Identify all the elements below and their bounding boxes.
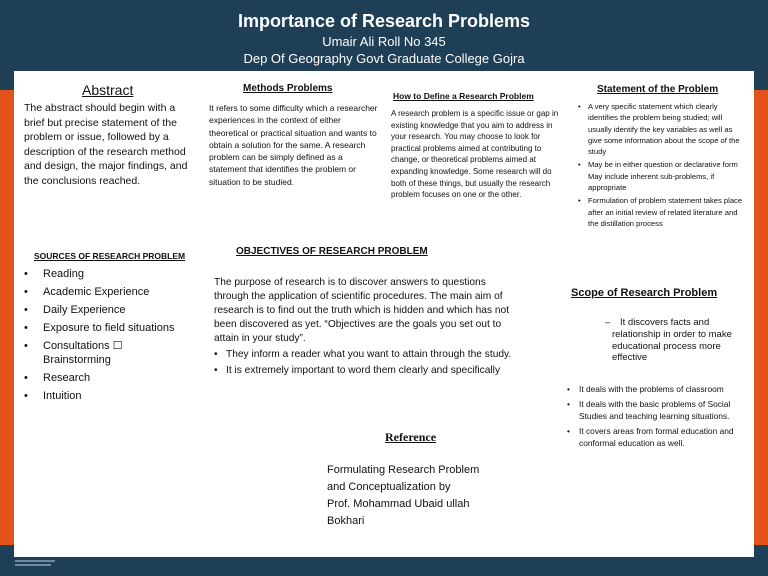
reference-line: and Conceptualization by: [327, 481, 451, 493]
reference-line: Bokhari: [327, 515, 365, 527]
list-item: • Academic Experience: [24, 286, 150, 298]
scope-heading: Scope of Research Problem: [571, 287, 718, 299]
scope-dash-item: – It discovers facts and relationship in order to make educational process more effective: [605, 317, 732, 364]
statement-heading: Statement of the Problem: [597, 84, 719, 95]
list-item: • A very specific statement which clearly identifies the problem being studied; will usually identify the key variables as well as give some information about the scope of the study: [578, 102, 740, 157]
reference-lines: [327, 462, 479, 530]
poster-author: Umair Ali Roll No 345: [322, 34, 446, 49]
list-item: • It deals with the problems of classroom: [567, 384, 724, 394]
poster-department: Dep Of Geography Govt Graduate College Gojra: [243, 51, 525, 66]
define-heading: How to Define a Research Problem: [393, 91, 534, 101]
poster-title: Importance of Research Problems: [237, 11, 531, 31]
list-item: • Exposure to field situations: [24, 322, 175, 334]
list-item: • Daily Experience: [24, 304, 126, 316]
accent-bar-right: [754, 90, 768, 545]
statement-list: [577, 101, 747, 229]
list-item: • Formulation of problem statement takes place after an initial review of related literature and the distillation process: [578, 196, 743, 228]
reference-line: Prof. Mohammad Ubaid ullah: [327, 498, 470, 510]
list-item: • Research: [24, 372, 91, 384]
sources-list: [24, 267, 209, 403]
footer-watermark: [15, 560, 55, 566]
list-item: • Intuition: [24, 390, 82, 402]
list-item: • They inform a reader what you want to attain through the study.: [214, 349, 512, 360]
scope-list: [565, 383, 748, 450]
methods-text: It refers to some difficulty which a researcher experiences in the context of either theoretical or practical situation and wants to obtain a solution for the same. A research problem can be simply defined as a statement that identifies the problem or situation to be studied.: [209, 103, 378, 187]
list-item: • May be in either question or declarative form May include inherent sub-problems, if appropriate: [578, 160, 738, 193]
list-item: • Reading: [24, 268, 84, 280]
sources-heading: SOURCES OF RESEARCH PROBLEM: [34, 251, 186, 261]
poster-panel: [14, 71, 754, 557]
objectives-text: The purpose of research is to discover answers to questions through the application of scientific procedures. The main aim of research is to find out the truth which is hidden and which has not been discovered as yet. “Objectives are the goals you set out to attain in your study”.: [214, 277, 510, 344]
define-text: A research problem is a specific issue or gap in existing knowledge that you aim to address in your research. You may choose to look for practical problems aimed at contributing to change, or theoretical problems aimed at expanding knowledge. Some research will do both of these things, but usually the research problem focuses on one or the other.: [391, 109, 559, 200]
reference-line: Formulating Research Problem: [327, 464, 480, 476]
objectives-heading: OBJECTIVES OF RESEARCH PROBLEM: [236, 246, 428, 257]
list-item: • Consultations ☐ Brainstorming: [24, 340, 123, 366]
list-item: • It deals with the basic problems of Social Studies and teaching learning situations.: [567, 398, 731, 421]
abstract-heading: Abstract: [82, 82, 134, 98]
objectives-list: [214, 348, 520, 378]
list-item: • It covers areas from formal education and conformal education as well.: [567, 425, 734, 448]
list-item: • It is extremely important to word them clearly and specifically: [214, 365, 501, 376]
abstract-text: The abstract should begin with a brief but precise statement of the problem or issue, followed by a description of the research method and design, the major findings, and the conclusions reached.: [24, 102, 188, 187]
reference-heading: Reference: [385, 430, 437, 444]
methods-heading: Methods Problems: [243, 83, 333, 94]
poster-header: [0, 0, 768, 70]
accent-bar-left: [0, 90, 14, 545]
